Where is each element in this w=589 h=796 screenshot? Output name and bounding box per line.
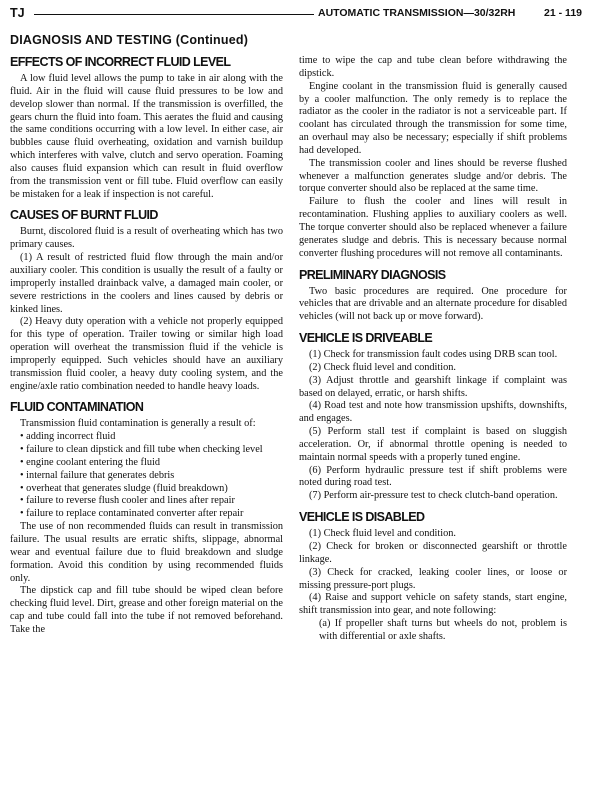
bullet-item: • failure to clean dipstick and fill tube when checking level [20, 444, 263, 456]
paragraph: Two basic procedures are required. One procedure for vehicles that are drivable and an alternate procedure for disabled vehicles (will not back up or move forward). [299, 285, 567, 323]
bullet-item: • overheat that generates sludge (fluid breakdown) [20, 482, 228, 494]
step-item: (4) Raise and support vehicle on safety stands, start engine, shift transmission into gear, and note following: [299, 592, 567, 617]
paragraph: Transmission fluid contamination is generally a result of: [20, 418, 256, 430]
sub-step-item: (a) If propeller shaft turns but wheels do not, problem is with differential or axle shafts. [319, 618, 567, 642]
heading-vehicle-disabled: VEHICLE IS DISABLED [299, 510, 425, 525]
paragraph: The use of non recommended fluids can result in transmission failure. The usual results are erratic shifts, slippage, abnormal wear and eventual failure due to fluid breakdown and sludge formation. Avoid this condition by using recommended fluids only. [10, 521, 283, 584]
bullet-item: • failure to reverse flush cooler and lines after repair [20, 495, 235, 507]
step-item: (1) Check fluid level and condition. [309, 528, 456, 540]
heading-vehicle-driveable: VEHICLE IS DRIVEABLE [299, 331, 433, 346]
step-item: (3) Adjust throttle and gearshift linkage if complaint was based on delayed, erratic, or harsh shifts. [299, 374, 567, 399]
step-item: (1) Check for transmission fault codes using DRB scan tool. [309, 349, 558, 361]
bullet-item: • internal failure that generates debris [20, 469, 175, 481]
paragraph: Burnt, discolored fluid is a result of overheating which has two primary causes. [10, 226, 283, 251]
header-rule [34, 14, 314, 15]
page-header [10, 6, 582, 22]
page-number: 21 - 119 [544, 7, 582, 19]
section-heading: DIAGNOSIS AND TESTING (Continued) [10, 33, 249, 47]
step-item: (7) Perform air-pressure test to check clutch-band operation. [309, 490, 558, 502]
paragraph: The transmission cooler and lines should be reverse flushed whenever a malfunction generates sludge and/or debris. The torque converter should also be replaced at the same time. [299, 157, 567, 195]
step-item: (6) Perform hydraulic pressure test if shift problems were noted during road test. [299, 464, 567, 489]
paragraph: Failure to flush the cooler and lines will result in recontamination. Flushing applies to auxiliary coolers as well. The torque converter should also be replaced whenever a failure generates sludge and debris. This is necessary because normal converter flushing procedures will not remove all contaminants. [299, 196, 567, 259]
step-item: (4) Road test and note how transmission upshifts, downshifts, and engages. [299, 400, 567, 425]
heading-incorrect-fluid-level: EFFECTS OF INCORRECT FLUID LEVEL [10, 55, 231, 69]
heading-burnt-fluid: CAUSES OF BURNT FLUID [10, 208, 158, 223]
paragraph: The dipstick cap and fill tube should be wiped clean before checking fluid level. Dirt, grease and other foreign material on the cap and tube could fall into the tube if not removed beforehand. Take the [10, 585, 283, 635]
section-code: TJ [10, 6, 25, 20]
bullet-item: • adding incorrect fluid [20, 431, 116, 443]
step-item: (5) Perform stall test if complaint is based on sluggish acceleration. Or, if abnormal throttle opening is needed to maintain normal speeds with a properly tuned engine. [299, 426, 567, 463]
paragraph: Engine coolant in the transmission fluid is generally caused by a cooler malfunction. The only remedy is to replace the radiator as the cooler in the radiator is not a serviceable part. If coolant has circulated through the transmission for some time, an overhaul may also be necessary; especially if shift problems had developed. [299, 80, 567, 156]
paragraph: (1) A result of restricted fluid flow through the main and/or auxiliary cooler. This condition is usually the result of a faulty or improperly installed drainback valve, a damaged main cooler, or severe restrictions in the coolers and lines caused by debris or kinked lines. [10, 252, 283, 315]
heading-fluid-contamination: FLUID CONTAMINATION [10, 400, 144, 415]
bullet-item: • failure to replace contaminated converter after repair [20, 508, 244, 520]
header-title: AUTOMATIC TRANSMISSION—30/32RH [318, 7, 516, 19]
paragraph: time to wipe the cap and tube clean before withdrawing the dipstick. [299, 55, 567, 79]
paragraph: (2) Heavy duty operation with a vehicle not properly equipped for this type of operation. Trailer towing or similar high load operation will overheat the transmission fluid if the vehicle is improperly equipped. Such vehicles should have an auxiliary transmission fluid cooler, a heavy duty cooling system, and the engine/axle ratio combination needed to handle heavy loads. [10, 316, 283, 392]
paragraph: A low fluid level allows the pump to take in air along with the fluid. Air in the fluid will cause fluid pressures to be low and develop slower than normal. If the transmission is overfilled, the gears churn the fluid into foam. This aerates the fluid and causing the same conditions occurring with a low level. In either case, air bubbles cause fluid overheating, oxidation and varnish buildup which interferes with valve, clutch and servo operation. Foaming also causes fluid expansion which can result in fluid overflow from the transmission vent or fill tube. Fluid overflow can easily be mistaken for a leak if inspection is not careful. [10, 73, 283, 200]
left-column [10, 55, 283, 637]
step-item: (2) Check fluid level and condition. [309, 361, 456, 373]
right-column [299, 55, 567, 644]
step-item: (2) Check for broken or disconnected gearshift or throttle linkage. [299, 541, 567, 565]
heading-preliminary-diagnosis: PRELIMINARY DIAGNOSIS [299, 267, 446, 282]
step-item: (3) Check for cracked, leaking cooler lines, or loose or missing pressure-port plugs. [299, 566, 567, 591]
bullet-item: • engine coolant entering the fluid [20, 456, 160, 468]
